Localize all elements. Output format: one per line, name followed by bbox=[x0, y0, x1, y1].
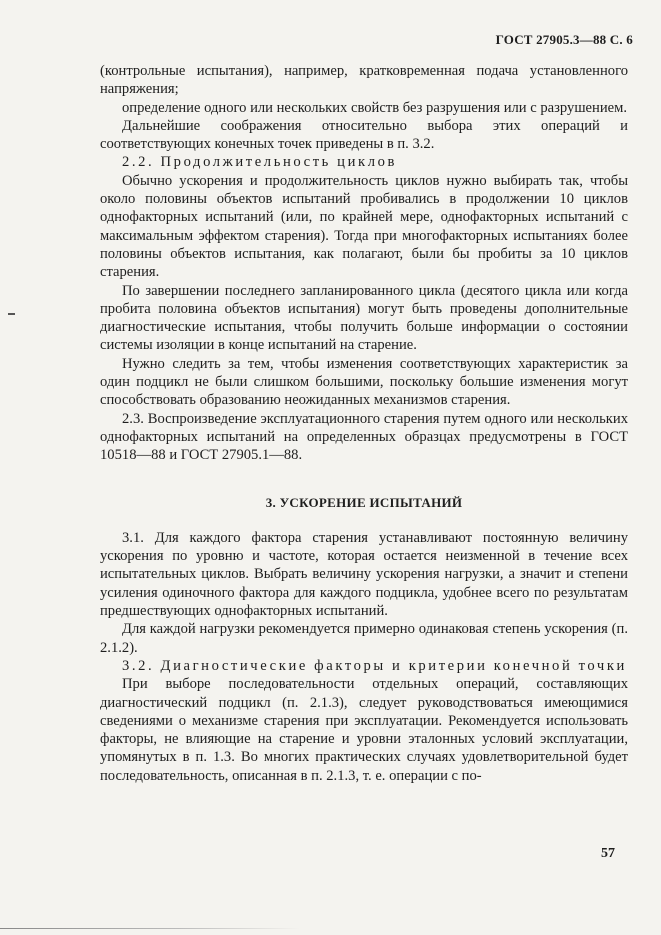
paragraph: При выборе последовательности отдельных операций, составляющих диагностический подцикл (п. 2.1.3), следует руководствоваться имеющимися сведениями о механизме старения при эксплуатации. Рекомендуется использовать факторы, не влияющие на старение и уровни эталонных условий эксплуатации, упомянутых в п. 1.3. Во многих практических случаях удовлетворительной будет последовательность, описанная в п. 2.1.3, т. е. операции с по- bbox=[100, 676, 628, 784]
paragraph: (контрольные испытания), например, кратковременная подача установленного напряжения; bbox=[100, 63, 628, 98]
paragraph: Дальнейшие соображения относительно выбора этих операций и соответствующих конечных точек приведены в п. 3.2. bbox=[100, 117, 628, 153]
page-edge-rule bbox=[0, 928, 300, 929]
section-title: 3. УСКОРЕНИЕ ИСПЫТАНИЙ bbox=[265, 494, 463, 510]
subsection-heading: 2.2. Продолжительность циклов bbox=[122, 154, 397, 171]
paragraph: 2.3. Воспроизведение эксплуатационного старения путем одного или нескольких однофакторных испытаний на определенных образцах предусмотрены в ГОСТ 10518—88 и ГОСТ 27905.1—88. bbox=[100, 410, 628, 464]
paragraph: Для каждой нагрузки рекомендуется примерно одинаковая степень ускорения (п. 2.1.2). bbox=[100, 621, 628, 656]
page-number: 57 bbox=[601, 846, 615, 861]
running-title: ГОСТ 27905.3—88 С. 6 bbox=[495, 32, 633, 47]
page-body bbox=[100, 62, 628, 785]
paragraph: Нужно следить за тем, чтобы изменения соответствующих характеристик за один подцикл не были слишком большими, поскольку большие изменения могут способствовать образованию неожиданных механизмов старения. bbox=[100, 355, 628, 409]
paragraph: определение одного или нескольких свойств без разрушения или с разрушением. bbox=[122, 99, 628, 116]
paragraph: Обычно ускорения и продолжительность циклов нужно выбирать так, чтобы около половины объектов испытаний пробивались в продолжении 10 циклов однофакторных испытаний (или, по крайней мере, однофакторных испытаний с максимальным эффектом старения). Тогда при многофакторных испытаниях более половины объектов испытания, как полагают, были бы пробиты за 10 циклов старения. bbox=[100, 172, 628, 281]
subsection-heading: 3.2. Диагностические факторы и критерии конечной точки bbox=[122, 657, 627, 674]
margin-mark bbox=[8, 313, 15, 315]
paragraph: 3.1. Для каждого фактора старения устанавливают постоянную величину ускорения по уровню и частоте, которая остается неизменной в течение всех испытательных циклов. Выбрать величину ускорения нагрузки, а значит и степени усиления одиночного фактора для каждого подцикла, удобнее всего по результатам предшествующих однофакторных испытаний. bbox=[100, 529, 628, 620]
paragraph: По завершении последнего запланированного цикла (десятого цикла или когда пробита половина объектов испытания) могут быть проведены дополнительные диагностические испытания, чтобы получить больше информации о состоянии системы изоляции в конце испытаний на старение. bbox=[100, 282, 628, 354]
